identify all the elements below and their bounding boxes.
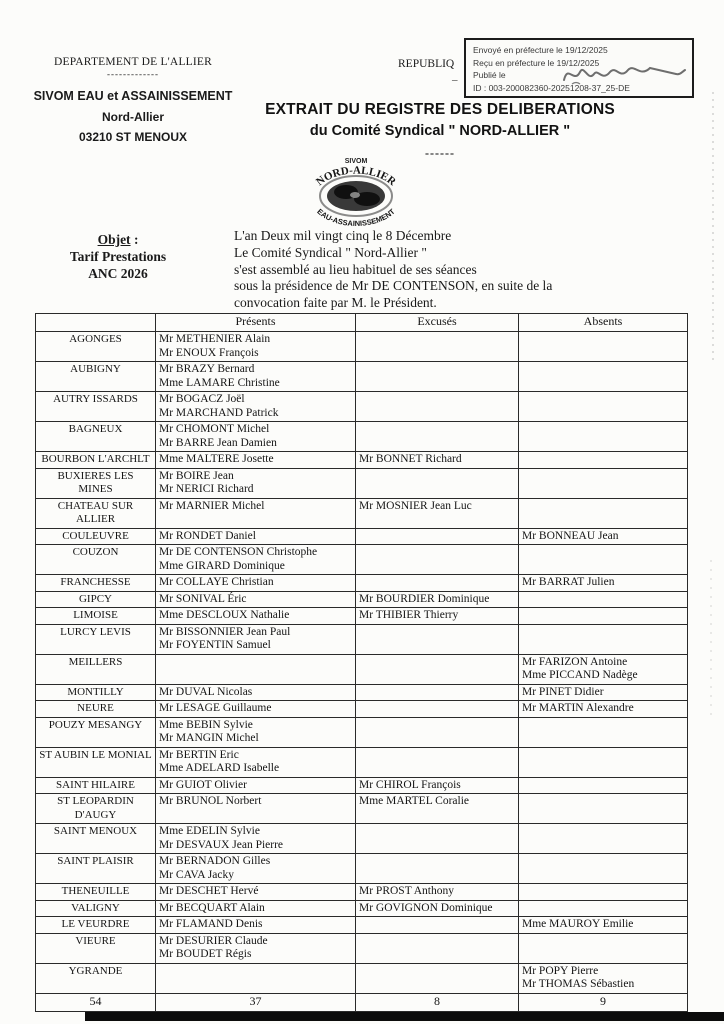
commune-cell: LURCY LEVIS <box>36 624 156 654</box>
person-name: Mr COLLAYE Christian <box>159 576 274 588</box>
table-row <box>36 624 688 654</box>
commune-cell: AUBIGNY <box>36 362 156 392</box>
document-title-block <box>240 101 640 161</box>
table-row <box>36 854 688 884</box>
absents-cell <box>519 884 688 901</box>
table-row <box>36 468 688 498</box>
person-name: Mr NERICI Richard <box>159 483 254 495</box>
commune-cell: MONTILLY <box>36 684 156 701</box>
person-name: Mr GUIOT Olivier <box>159 778 247 791</box>
total-presents: 37 <box>156 993 356 1011</box>
objet-line2: ANC 2026 <box>88 266 148 281</box>
person-name: Mr FARIZON Antoine <box>522 655 628 668</box>
person-name: Mr SONIVAL Éric <box>159 592 247 605</box>
republic-text: REPUBLIQ <box>398 58 455 70</box>
person-name: Mr BISSONNIER Jean Paul <box>159 625 291 638</box>
commune-cell: LIMOISE <box>36 608 156 625</box>
person-name: Mr FLAMAND Denis <box>159 918 263 930</box>
presents-cell <box>156 498 356 528</box>
absents-cell <box>519 545 688 575</box>
presents-cell <box>156 422 356 452</box>
commune-cell: LE VEURDRE <box>36 917 156 934</box>
commune-cell: YGRANDE <box>36 963 156 993</box>
absents-cell <box>519 717 688 747</box>
absents-cell <box>519 933 688 963</box>
person-name: Mr DE CONTENSON Christophe <box>159 546 318 558</box>
person-name: Mr RONDET Daniel <box>159 529 256 542</box>
intro-line: Le Comité Syndical " Nord-Allier " <box>234 244 427 260</box>
presents-cell <box>156 624 356 654</box>
scan-artifact-right-top <box>712 92 714 362</box>
presents-cell <box>156 392 356 422</box>
excuses-cell <box>356 777 519 794</box>
table-row <box>36 362 688 392</box>
presents-cell <box>156 747 356 777</box>
absents-cell <box>519 452 688 469</box>
excuses-cell <box>356 900 519 917</box>
table-row <box>36 498 688 528</box>
table-row <box>36 963 688 993</box>
person-name: Mr BOIRE Jean <box>159 469 234 482</box>
person-name: Mr CHOMONT Michel <box>159 423 270 435</box>
person-name: Mr CHIROL François <box>359 778 461 791</box>
table-row <box>36 684 688 701</box>
intro-line: s'est assemblé au lieu habituel de ses séances <box>234 261 477 277</box>
republic-dash: – <box>452 74 458 86</box>
prefecture-stamp-box <box>464 38 694 98</box>
person-name: Mr PINET Didier <box>522 685 604 698</box>
totals-row <box>36 993 688 1011</box>
absents-cell <box>519 684 688 701</box>
absents-cell <box>519 747 688 777</box>
excuses-cell <box>356 854 519 884</box>
person-name: Mr METHENIER Alain <box>159 333 271 345</box>
person-name: Mme GIRARD Dominique <box>159 559 285 572</box>
total-excuses: 8 <box>356 993 519 1011</box>
person-name: Mme LAMARE Christine <box>159 376 280 389</box>
commune-cell: THENEUILLE <box>36 884 156 901</box>
attendance-table <box>35 313 688 1012</box>
person-name: Mme MARTEL Coralie <box>359 795 470 807</box>
header-excuses: Excusés <box>356 314 519 332</box>
table-row <box>36 575 688 592</box>
absents-cell <box>519 528 688 545</box>
person-name: Mr POPY Pierre <box>522 964 599 977</box>
excuses-cell <box>356 591 519 608</box>
table-row <box>36 528 688 545</box>
presents-cell <box>156 933 356 963</box>
person-name: Mr BERNADON Gilles <box>159 855 271 867</box>
commune-cell: SAINT PLAISIR <box>36 854 156 884</box>
excuses-cell <box>356 422 519 452</box>
absents-cell <box>519 422 688 452</box>
organisation-subname: Nord-Allier <box>101 110 164 124</box>
table-row <box>36 392 688 422</box>
excuses-cell <box>356 392 519 422</box>
presents-cell <box>156 468 356 498</box>
excuses-cell <box>356 917 519 934</box>
divider-dashes: ------------- <box>107 69 159 79</box>
commune-cell: ST AUBIN LE MONIAL <box>36 747 156 777</box>
absents-cell <box>519 608 688 625</box>
absents-cell <box>519 900 688 917</box>
table-row <box>36 777 688 794</box>
presents-cell <box>156 963 356 993</box>
commune-cell: COULEUVRE <box>36 528 156 545</box>
presents-cell <box>156 654 356 684</box>
commune-cell: AUTRY ISSARDS <box>36 392 156 422</box>
intro-paragraph <box>234 228 664 312</box>
table-row <box>36 332 688 362</box>
stamp-text-eau-assainissement: EAU-ASSAINISSEMENT <box>315 206 397 229</box>
commune-cell: COUZON <box>36 545 156 575</box>
excuses-cell <box>356 452 519 469</box>
person-name: Mr BARRAT Julien <box>522 576 615 588</box>
excuses-cell <box>356 528 519 545</box>
person-name: Mr CAVA Jacky <box>159 868 234 881</box>
person-name: Mme PICCAND Nadège <box>522 669 638 681</box>
excuses-cell <box>356 498 519 528</box>
document-title: EXTRAIT DU REGISTRE DES DELIBERATIONS <box>265 101 615 118</box>
absents-cell <box>519 362 688 392</box>
presents-cell <box>156 824 356 854</box>
commune-cell: MEILLERS <box>36 654 156 684</box>
excuses-cell <box>356 575 519 592</box>
absents-cell <box>519 701 688 718</box>
person-name: Mr MARCHAND Patrick <box>159 406 279 419</box>
person-name: Mr FOYENTIN Samuel <box>159 639 271 651</box>
commune-cell: SAINT MENOUX <box>36 824 156 854</box>
attendance-table-body <box>36 332 688 994</box>
absents-cell <box>519 624 688 654</box>
intro-line: sous la présidence de Mr DE CONTENSON, en suite de la <box>234 278 553 294</box>
presents-cell <box>156 332 356 362</box>
table-row <box>36 884 688 901</box>
excuses-cell <box>356 654 519 684</box>
table-row <box>36 422 688 452</box>
header-commune-blank <box>36 314 156 332</box>
objet-label: Objet <box>97 232 131 247</box>
intro-line: L'an Deux mil vingt cinq le 8 Décembre <box>234 228 452 243</box>
person-name: Mr DUVAL Nicolas <box>159 685 253 698</box>
commune-cell: VALIGNY <box>36 900 156 917</box>
commune-cell: GIPCY <box>36 591 156 608</box>
person-name: Mr BONNEAU Jean <box>522 529 619 542</box>
stamp-line-id: ID : 003-200082360-20251208-37_25-DE <box>473 82 630 93</box>
table-row <box>36 608 688 625</box>
presents-cell <box>156 917 356 934</box>
person-name: Mr BOURDIER Dominique <box>359 592 490 605</box>
table-row <box>36 717 688 747</box>
objet-line1: Tarif Prestations <box>69 249 167 264</box>
person-name: Mme MALTERE Josette <box>159 453 274 465</box>
document-subtitle: du Comité Syndical " NORD-ALLIER " <box>309 123 571 139</box>
commune-cell: SAINT HILAIRE <box>36 777 156 794</box>
table-row <box>36 545 688 575</box>
person-name: Mme MAUROY Emilie <box>522 918 634 930</box>
person-name: Mr MARNIER Michel <box>159 499 265 512</box>
excuses-cell <box>356 794 519 824</box>
header-presents: Présents <box>156 314 356 332</box>
objet-block <box>38 231 198 282</box>
person-name: Mr BRUNOL Norbert <box>159 795 262 807</box>
department-title: DEPARTEMENT DE L'ALLIER <box>53 56 213 68</box>
commune-cell: ST LEOPARDIN D'AUGY <box>36 794 156 824</box>
person-name: Mr BONNET Richard <box>359 453 462 465</box>
absents-cell <box>519 575 688 592</box>
excuses-cell <box>356 884 519 901</box>
person-name: Mr ENOUX François <box>159 346 259 359</box>
table-row <box>36 794 688 824</box>
commune-cell: BAGNEUX <box>36 422 156 452</box>
presents-cell <box>156 701 356 718</box>
presents-cell <box>156 591 356 608</box>
person-name: Mr THIBIER Thierry <box>359 609 459 621</box>
person-name: Mr MOSNIER Jean Luc <box>359 499 472 512</box>
absents-cell <box>519 392 688 422</box>
presents-cell <box>156 884 356 901</box>
person-name: Mr GOVIGNON Dominique <box>359 901 493 914</box>
person-name: Mr BOUDET Régis <box>159 948 252 960</box>
person-name: Mr DESCHET Hervé <box>159 885 259 897</box>
table-row <box>36 654 688 684</box>
absents-cell <box>519 963 688 993</box>
commune-cell: BUXIERES LES MINES <box>36 468 156 498</box>
person-name: Mme EDELIN Sylvie <box>159 825 260 837</box>
person-name: Mr DESURIER Claude <box>159 934 268 947</box>
table-row <box>36 933 688 963</box>
excuses-cell <box>356 747 519 777</box>
table-row <box>36 452 688 469</box>
person-name: Mme DESCLOUX Nathalie <box>159 609 290 621</box>
person-name: Mr BERTIN Eric <box>159 748 239 761</box>
absents-cell <box>519 468 688 498</box>
person-name: Mme ADELARD Isabelle <box>159 762 280 774</box>
presents-cell <box>156 777 356 794</box>
table-row <box>36 591 688 608</box>
person-name: Mr BARRE Jean Damien <box>159 436 277 449</box>
total-communes: 54 <box>36 993 156 1011</box>
presents-cell <box>156 717 356 747</box>
presents-cell <box>156 794 356 824</box>
absents-cell <box>519 917 688 934</box>
title-dashes: ------ <box>425 146 455 160</box>
person-name: Mr BRAZY Bernard <box>159 363 255 375</box>
absents-cell <box>519 777 688 794</box>
person-name: Mme BEBIN Sylvie <box>159 718 253 731</box>
excuses-cell <box>356 824 519 854</box>
presents-cell <box>156 608 356 625</box>
presents-cell <box>156 362 356 392</box>
table-row <box>36 900 688 917</box>
absents-cell <box>519 654 688 684</box>
person-name: Mr MARTIN Alexandre <box>522 702 634 714</box>
person-name: Mr THOMAS Sébastien <box>522 978 635 990</box>
department-block <box>22 56 244 144</box>
absents-cell <box>519 854 688 884</box>
absents-cell <box>519 591 688 608</box>
table-row <box>36 701 688 718</box>
commune-cell: AGONGES <box>36 332 156 362</box>
table-row <box>36 824 688 854</box>
presents-cell <box>156 528 356 545</box>
excuses-cell <box>356 933 519 963</box>
excuses-cell <box>356 684 519 701</box>
presents-cell <box>156 545 356 575</box>
commune-cell: VIEURE <box>36 933 156 963</box>
person-name: Mr MANGIN Michel <box>159 732 259 744</box>
organisation-name: SIVOM EAU et ASSAINISSEMENT <box>33 89 233 103</box>
sivom-round-stamp <box>299 155 413 235</box>
commune-cell: NEURE <box>36 701 156 718</box>
objet-colon: : <box>130 232 139 247</box>
total-absents: 9 <box>519 993 688 1011</box>
absents-cell <box>519 824 688 854</box>
signature-squiggle-icon <box>558 56 688 92</box>
person-name: Mr BECQUART Alain <box>159 901 265 914</box>
scan-artifact-bottom-bar <box>85 1012 724 1021</box>
header-absents: Absents <box>519 314 688 332</box>
organisation-address: 03210 ST MENOUX <box>78 130 188 144</box>
absents-cell <box>519 498 688 528</box>
presents-cell <box>156 684 356 701</box>
excuses-cell <box>356 717 519 747</box>
stamp-line-received: Reçu en préfecture le 19/12/2025 <box>473 57 600 68</box>
excuses-cell <box>356 468 519 498</box>
presents-cell <box>156 575 356 592</box>
presents-cell <box>156 900 356 917</box>
intro-line: convocation faite par M. le Président. <box>234 295 437 311</box>
table-row <box>36 747 688 777</box>
table-header-row <box>36 314 688 332</box>
stamp-line-published: Publié le <box>473 70 506 80</box>
person-name: Mr PROST Anthony <box>359 885 455 897</box>
absents-cell <box>519 332 688 362</box>
stamp-text-sivom: SIVOM <box>344 158 368 165</box>
excuses-cell <box>356 362 519 392</box>
commune-cell: CHATEAU SUR ALLIER <box>36 498 156 528</box>
excuses-cell <box>356 624 519 654</box>
excuses-cell <box>356 608 519 625</box>
absents-cell <box>519 794 688 824</box>
presents-cell <box>156 854 356 884</box>
commune-cell: POUZY MESANGY <box>36 717 156 747</box>
commune-cell: BOURBON L'ARCHLT <box>36 452 156 469</box>
commune-cell: FRANCHESSE <box>36 575 156 592</box>
scan-artifact-right-middle <box>710 560 712 720</box>
excuses-cell <box>356 545 519 575</box>
person-name: Mr DESVAUX Jean Pierre <box>159 838 284 851</box>
person-name: Mr BOGACZ Joël <box>159 393 245 405</box>
stamp-text-nord-allier: NORD-ALLIER <box>313 164 399 189</box>
presents-cell <box>156 452 356 469</box>
excuses-cell <box>356 963 519 993</box>
person-name: Mr LESAGE Guillaume <box>159 702 272 714</box>
stamp-line-sent: Envoyé en préfecture le 19/12/2025 <box>473 45 608 55</box>
table-row <box>36 917 688 934</box>
excuses-cell <box>356 332 519 362</box>
excuses-cell <box>356 701 519 718</box>
